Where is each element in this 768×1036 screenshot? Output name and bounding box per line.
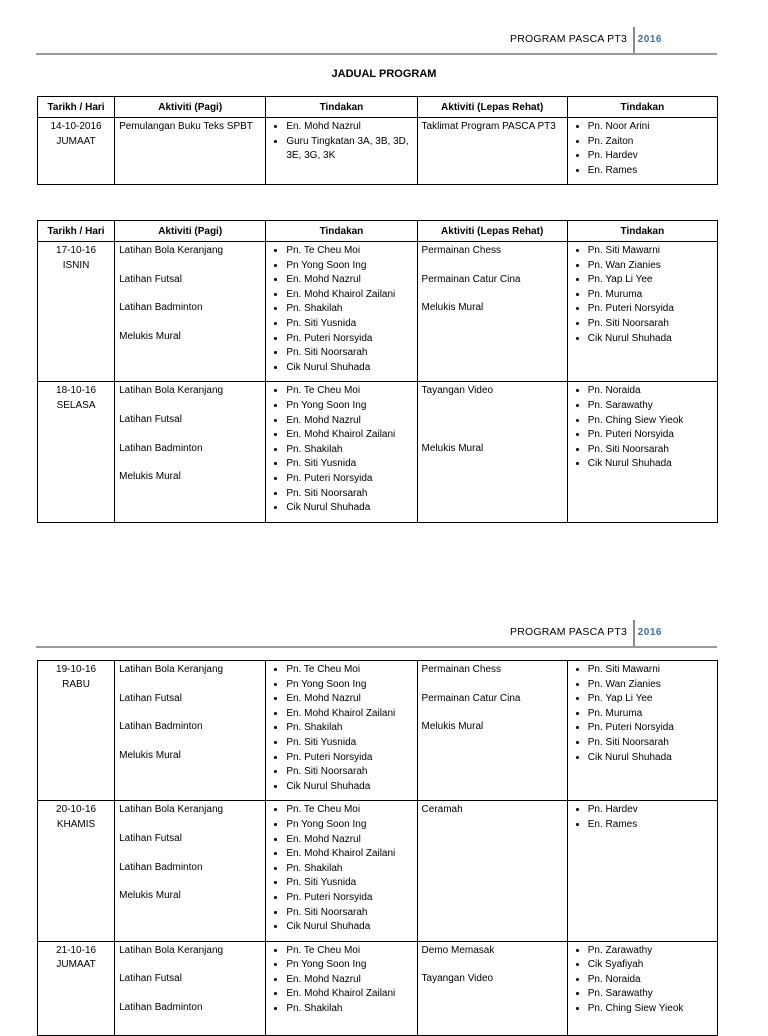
- staff-item: • Pn. Shakilah: [286, 302, 412, 317]
- staff-item: • Pn. Zaiton: [588, 135, 713, 150]
- morning-action-cell: [266, 661, 417, 801]
- staff-item: • Pn. Puteri Norsyida: [588, 721, 713, 736]
- staff-item: • Cik Nurul Shuhada: [588, 457, 713, 472]
- activity-item: Latihan Futsal: [119, 973, 182, 985]
- staff-list: [572, 384, 713, 472]
- staff-item: • Pn. Yap Li Yee: [588, 692, 713, 707]
- afternoon-action-cell: [567, 242, 717, 382]
- col-header-date: Tarikh / Hari: [38, 221, 115, 242]
- staff-item: • Pn. Te Cheu Moi: [286, 663, 412, 678]
- activity-item: Melukis Mural: [119, 890, 181, 902]
- activity-item: Tayangan Video: [421, 973, 494, 985]
- morning-activity-cell: [115, 801, 266, 941]
- afternoon-activity-cell: [417, 242, 567, 382]
- staff-list: [270, 244, 412, 375]
- col-header-afternoon-action: Tindakan: [567, 221, 717, 242]
- staff-item: • Pn. Wan Zianies: [588, 259, 713, 274]
- staff-item: • En. Mohd Nazrul: [286, 273, 412, 288]
- date-cell: [38, 242, 115, 382]
- staff-item: • Cik Nurul Shuhada: [286, 920, 412, 935]
- staff-item: • Pn. Siti Mawarni: [588, 244, 713, 259]
- page-header-2: [36, 620, 717, 648]
- staff-list: [270, 944, 412, 1017]
- activity-item: Melukis Mural: [119, 749, 181, 761]
- staff-item: • Pn. Siti Yusnida: [286, 736, 412, 751]
- date-cell: [38, 941, 115, 1036]
- staff-item: • Pn. Te Cheu Moi: [286, 384, 412, 399]
- staff-list: [572, 944, 713, 1017]
- activity-item: Latihan Badminton: [119, 861, 203, 873]
- activity-item: Melukis Mural: [119, 330, 181, 342]
- staff-item: • Pn. Wan Zianies: [588, 678, 713, 693]
- date-cell: [38, 801, 115, 941]
- staff-item: • En. Mohd Khairol Zailani: [286, 428, 412, 443]
- staff-item: • Cik Nurul Shuhada: [286, 780, 412, 795]
- row-day: SELASA: [56, 399, 96, 411]
- activity-item: Melukis Mural: [421, 721, 484, 733]
- staff-list: [270, 803, 412, 934]
- afternoon-action-cell: [567, 941, 717, 1036]
- row-date: 20-10-16: [56, 804, 97, 816]
- staff-item: • Pn. Siti Noorsarah: [286, 487, 412, 502]
- staff-item: • Pn. Yap Li Yee: [588, 273, 713, 288]
- activity-item: Melukis Mural: [421, 442, 484, 454]
- staff-item: • En. Rames: [588, 164, 713, 179]
- afternoon-action-cell: [567, 661, 717, 801]
- staff-item: • En. Mohd Nazrul: [286, 414, 412, 429]
- staff-item: • Pn. Siti Mawarni: [588, 663, 713, 678]
- activity-item: Latihan Bola Keranjang: [119, 804, 224, 816]
- activity-item: [422, 413, 563, 428]
- staff-list: [572, 803, 713, 832]
- row-date: 14-10-2016: [50, 121, 102, 132]
- row-date: 17-10-16: [56, 245, 97, 256]
- morning-activity-cell: [115, 661, 266, 801]
- col-header-morning-action: Tindakan: [266, 221, 417, 242]
- row-date: 19-10-16: [56, 664, 97, 675]
- date-cell: [38, 661, 115, 801]
- staff-item: • Pn. Hardev: [588, 803, 713, 818]
- staff-item: • Pn. Puteri Norsyida: [286, 891, 412, 906]
- staff-item: • Cik Nurul Shuhada: [286, 361, 412, 376]
- morning-activity-cell: [115, 382, 266, 522]
- staff-item: • Pn. Shakilah: [286, 443, 412, 458]
- table-row: [38, 661, 718, 801]
- morning-activity-cell: [115, 941, 266, 1036]
- date-cell: [38, 382, 115, 522]
- staff-item: • Pn. Muruma: [588, 707, 713, 722]
- staff-item: • Pn. Sarawathy: [588, 987, 713, 1002]
- activity-item: Latihan Badminton: [119, 302, 203, 314]
- col-header-morning-activity: Aktiviti (Pagi): [115, 221, 266, 242]
- schedule-table-week1-cont: [37, 660, 718, 1036]
- table-row: [38, 118, 718, 185]
- staff-item: • Pn. Shakilah: [286, 721, 412, 736]
- staff-item: • Cik Nurul Shuhada: [588, 751, 713, 766]
- staff-list: [270, 384, 412, 515]
- schedule-table-intro: [37, 96, 718, 185]
- row-day: KHAMIS: [56, 818, 96, 830]
- row-day: JUMAAT: [56, 135, 96, 147]
- header-divider: [633, 620, 635, 646]
- activity-item: Permainan Chess: [421, 664, 502, 675]
- activity-item: Latihan Bola Keranjang: [119, 385, 224, 397]
- program-label: PROGRAM PASCA PT3: [510, 33, 627, 45]
- afternoon-activity-cell: [417, 661, 567, 801]
- header-divider: [633, 27, 635, 53]
- table-header-row: [38, 221, 718, 242]
- activity-item: Latihan Badminton: [119, 442, 203, 454]
- morning-action-cell: [266, 242, 417, 382]
- afternoon-action-cell: [567, 382, 717, 522]
- staff-item: • Pn. Puteri Norsyida: [588, 302, 713, 317]
- staff-item: • Pn. Zarawathy: [588, 944, 713, 959]
- page-header: [36, 27, 717, 55]
- staff-item: • Cik Nurul Shuhada: [286, 501, 412, 516]
- staff-item: • Pn. Te Cheu Moi: [286, 803, 412, 818]
- staff-item: • Pn. Muruma: [588, 288, 713, 303]
- staff-item: • Pn Yong Soon Ing: [286, 259, 412, 274]
- page-title: JADUAL PROGRAM: [331, 68, 437, 80]
- activity-item: Latihan Bola Keranjang: [119, 245, 224, 256]
- staff-item: • Pn. Ching Siew Yieok: [588, 1002, 713, 1017]
- row-day: ISNIN: [62, 259, 90, 271]
- activity-item: Latihan Badminton: [119, 721, 203, 733]
- staff-item: • Pn. Puteri Norsyida: [286, 751, 412, 766]
- staff-item: • Pn. Sarawathy: [588, 399, 713, 414]
- staff-item: • Pn. Te Cheu Moi: [286, 944, 412, 959]
- activity-item: Latihan Futsal: [119, 692, 182, 704]
- schedule-table-week1: [37, 220, 718, 523]
- afternoon-activity-cell: [417, 941, 567, 1036]
- date-cell: [38, 118, 115, 185]
- staff-item: • En. Mohd Khairol Zailani: [286, 707, 412, 722]
- row-date: 18-10-16: [56, 385, 97, 397]
- staff-item: • Pn. Siti Yusnida: [286, 457, 412, 472]
- staff-item: • Pn Yong Soon Ing: [286, 678, 412, 693]
- table-row: [38, 801, 718, 941]
- activity-item: Latihan Badminton: [119, 1001, 203, 1013]
- afternoon-activity-cell: [417, 118, 567, 185]
- staff-item: • En. Mohd Nazrul: [286, 833, 412, 848]
- staff-item: • Cik Syafiyah: [588, 958, 713, 973]
- morning-action-cell: [266, 118, 417, 185]
- staff-item: • Pn Yong Soon Ing: [286, 818, 412, 833]
- table-row: [38, 382, 718, 522]
- staff-item: • En. Mohd Nazrul: [286, 692, 412, 707]
- table-header-row: [38, 97, 718, 118]
- staff-item: • Pn. Puteri Norsyida: [286, 332, 412, 347]
- activity-item: Demo Memasak: [421, 944, 495, 956]
- staff-item: • Pn. Siti Noorsarah: [588, 443, 713, 458]
- activity-item: Latihan Futsal: [119, 273, 182, 285]
- activity-item: Latihan Bola Keranjang: [119, 664, 224, 675]
- staff-list: [572, 663, 713, 765]
- activity-item: Permainan Catur Cina: [421, 692, 521, 704]
- staff-item: • Pn. Shakilah: [286, 1002, 412, 1017]
- staff-item: • En. Rames: [588, 818, 713, 833]
- col-header-afternoon-activity: Aktiviti (Lepas Rehat): [417, 97, 567, 118]
- morning-activity-cell: [115, 242, 266, 382]
- staff-item: • Guru Tingkatan 3A, 3B, 3D, 3E, 3G, 3K: [286, 135, 412, 164]
- col-header-afternoon-action: Tindakan: [567, 97, 717, 118]
- staff-item: • Pn. Puteri Norsyida: [286, 472, 412, 487]
- staff-item: • Pn. Shakilah: [286, 862, 412, 877]
- staff-item: • En. Mohd Khairol Zailani: [286, 847, 412, 862]
- header-year: 2016: [637, 627, 662, 638]
- staff-item: • Pn. Siti Noorsarah: [286, 346, 412, 361]
- activity-item: Melukis Mural: [119, 471, 181, 483]
- staff-list: [572, 120, 713, 178]
- staff-item: • Pn. Siti Yusnida: [286, 317, 412, 332]
- staff-item: • Pn. Siti Yusnida: [286, 876, 412, 891]
- staff-item: • Pn Yong Soon Ing: [286, 399, 412, 414]
- staff-item: • Pn. Noraida: [588, 973, 713, 988]
- staff-item: • Pn. Noor Arini: [588, 120, 713, 135]
- afternoon-action-cell: [567, 801, 717, 941]
- col-header-morning-action: Tindakan: [266, 97, 417, 118]
- row-day: RABU: [62, 678, 90, 690]
- col-header-afternoon-activity: Aktiviti (Lepas Rehat): [417, 221, 567, 242]
- staff-item: • Cik Nurul Shuhada: [588, 332, 713, 347]
- row-day: JUMAAT: [56, 959, 96, 971]
- col-header-date: Tarikh / Hari: [38, 97, 115, 118]
- program-label: PROGRAM PASCA PT3: [510, 626, 627, 638]
- activity-item: Latihan Futsal: [119, 413, 182, 425]
- activity-item: Taklimat Program PASCA PT3: [421, 121, 556, 132]
- activity-item: Melukis Mural: [421, 302, 484, 314]
- activity-item: Permainan Chess: [421, 245, 502, 256]
- morning-action-cell: [266, 801, 417, 941]
- staff-item: • Pn. Te Cheu Moi: [286, 244, 412, 259]
- morning-activity-cell: [115, 118, 266, 185]
- activity-item: Pemulangan Buku Teks SPBT: [119, 121, 253, 132]
- staff-item: • En. Mohd Khairol Zailani: [286, 987, 412, 1002]
- staff-item: • Pn. Siti Noorsarah: [286, 765, 412, 780]
- staff-list: [270, 120, 412, 164]
- header-year: 2016: [637, 34, 662, 45]
- staff-item: • Pn. Ching Siew Yieok: [588, 414, 713, 429]
- afternoon-activity-cell: [417, 382, 567, 522]
- morning-action-cell: [266, 941, 417, 1036]
- staff-item: • En. Mohd Nazrul: [286, 120, 412, 135]
- staff-item: • Pn Yong Soon Ing: [286, 958, 412, 973]
- activity-item: Permainan Catur Cina: [421, 273, 521, 285]
- staff-item: • En. Mohd Nazrul: [286, 973, 412, 988]
- staff-item: • Pn. Hardev: [588, 149, 713, 164]
- morning-action-cell: [266, 382, 417, 522]
- staff-item: • Pn. Siti Noorsarah: [588, 736, 713, 751]
- table-row: [38, 941, 718, 1036]
- afternoon-action-cell: [567, 118, 717, 185]
- row-date: 21-10-16: [56, 944, 97, 956]
- staff-item: • Pn. Siti Noorsarah: [286, 906, 412, 921]
- activity-item: Ceramah: [421, 804, 463, 816]
- staff-list: [572, 244, 713, 346]
- staff-item: • Pn. Siti Noorsarah: [588, 317, 713, 332]
- activity-item: Latihan Bola Keranjang: [119, 944, 224, 956]
- activity-item: Tayangan Video: [421, 385, 494, 397]
- table-row: [38, 242, 718, 382]
- afternoon-activity-cell: [417, 801, 567, 941]
- staff-list: [270, 663, 412, 794]
- activity-item: Latihan Futsal: [119, 832, 182, 844]
- col-header-morning-activity: Aktiviti (Pagi): [115, 97, 266, 118]
- staff-item: • Pn. Puteri Norsyida: [588, 428, 713, 443]
- staff-item: • En. Mohd Khairol Zailani: [286, 288, 412, 303]
- staff-item: • Pn. Noraida: [588, 384, 713, 399]
